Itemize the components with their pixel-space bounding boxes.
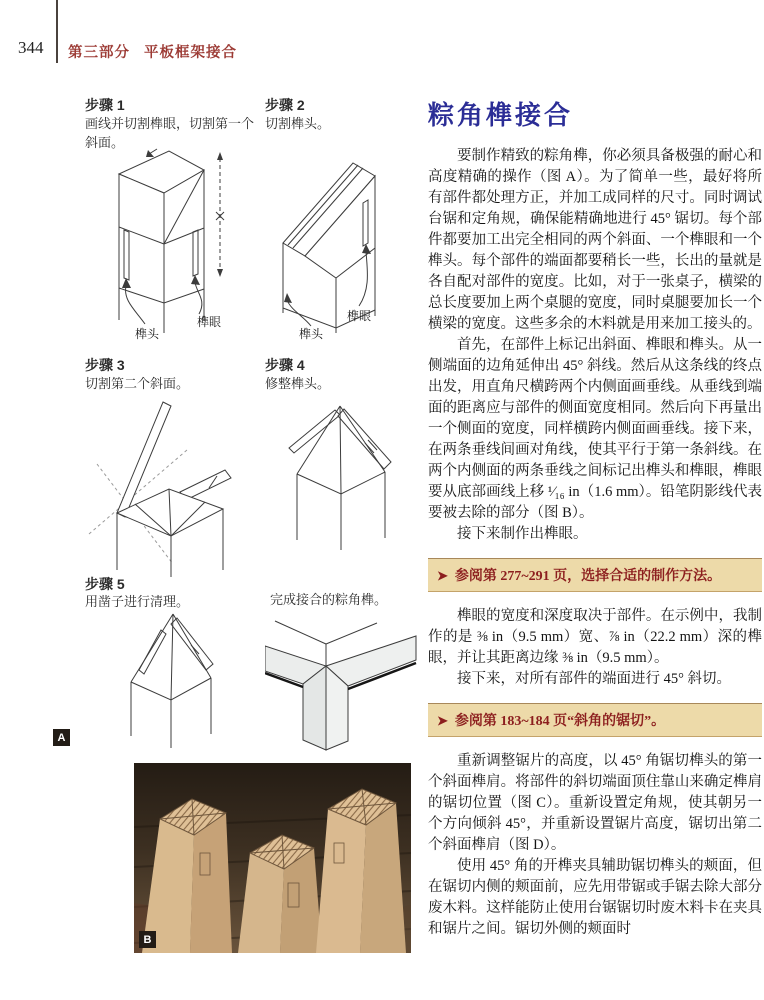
- paragraph: 首先，在部件上标记出斜面、榫眼和榫头。从一侧端面的边角延伸出 45° 斜线。然后从这条线的终点出发，用直角尺横跨两个内侧面画垂线。从垂线到端面的距离应与部件的侧面宽度相同。然后向下再量出一个侧面的宽度，同样横跨内侧面画垂线。接下来，在两条垂线间画对角线，使其平行于第一条斜线。在两个内侧面的两条垂线之间标记出榫头和榫眼，榫眼要从底部画线上移 ¹⁄₁₆ in（1.6 mm）。铅笔阴影线代表要被去除的部分（图 B）。: [428, 337, 762, 521]
- tenon-arrowhead: [122, 278, 131, 288]
- step2-tenon-label: 榫头: [299, 327, 324, 341]
- dim-arrow-top: [217, 152, 223, 160]
- step5-diagram: [85, 608, 245, 758]
- mortise-arrow: [195, 282, 202, 314]
- reference-text: 参阅第 183~184 页“斜角的锯切”。: [454, 714, 666, 729]
- step2-label: 步骤 2: [265, 97, 305, 113]
- mortise-arrowhead: [191, 275, 200, 285]
- finished-joint-diagram: [265, 600, 420, 770]
- step1-label: 步骤 1: [85, 97, 125, 113]
- paragraph: 接下来制作出榫眼。: [457, 526, 588, 542]
- article-column: [428, 95, 762, 940]
- reference-arrow-icon: ➤: [437, 713, 448, 728]
- step4-diagram: [265, 392, 415, 557]
- step3-diagram: [85, 392, 250, 577]
- article-title: 粽角榫接合: [428, 100, 574, 130]
- section-title: 平板框架接合: [144, 45, 237, 61]
- reference-box-2: [428, 703, 762, 737]
- dim-arrow-bottom: [217, 269, 223, 277]
- figure-b-photo: [134, 763, 411, 953]
- step1-caption: 画线并切割榫眼，切割第一个斜面。: [85, 116, 255, 150]
- step1-diagram: [93, 148, 243, 343]
- wood-post-middle: [238, 835, 322, 953]
- paragraph: 重新调整锯片的高度，以 45° 角锯切榫头的第一个斜面榫肩。将部件的斜切端面顶住靠山来确定榫肩的锯切位置（图 C）。重新设置定角规，使其朝另一个方向倾斜 45°，并重新设置锯片高度，锯切出第二个斜面榫肩（图 D）。: [428, 753, 762, 853]
- step1-tenon-label: 榫头: [135, 327, 160, 341]
- figure-a-badge: A: [53, 729, 70, 746]
- section-label: 第三部分: [68, 45, 130, 61]
- step2-mortise-label: 榫眼: [347, 309, 372, 323]
- tenon-arrowhead: [284, 293, 292, 303]
- step2-diagram: [263, 148, 415, 343]
- paragraph: 要制作精致的粽角榫，你必须具备极强的耐心和高度精确的操作（图 A）。为了简单一些，最好将所有部件都处理方正，并加工成同样的尺寸。同时调试台锯和定角规，确保能精确地进行 45° 锯切。每个部件都要加工出完全相同的两个斜面、一个榫眼和一个榫头。每个部件的端面都要稍长一些，长出的量就是各自配对部件的宽度。比如，对于一张桌子，横梁的总长度要加上两个桌腿的宽度，同时桌腿要加长一个横梁的宽度。这些多余的木料就是用来加工接头的。: [428, 148, 762, 332]
- step4-label: 步骤 4: [265, 357, 305, 373]
- wood-post-right: [316, 789, 406, 953]
- wood-posts-photo: [134, 763, 411, 953]
- running-header: [68, 41, 237, 62]
- step1-mortise-label: 榫眼: [197, 315, 222, 329]
- tenon-arrow: [287, 300, 311, 326]
- page-number: 344: [18, 38, 44, 57]
- header-divider: [56, 0, 58, 63]
- reference-arrow-icon: ➤: [437, 568, 448, 583]
- paragraph: 榫眼的宽度和深度取决于部件。在示例中，我制作的是 ⅜ in（9.5 mm）宽、⅞ in（22.2 mm）深的榫眼，并让其距离边缘 ⅜ in（9.5 mm）。: [428, 608, 762, 666]
- step5-label: 步骤 5: [85, 576, 125, 592]
- step4-caption: 修整榫头。: [265, 376, 331, 391]
- paragraph: 接下来，对所有部件的端面进行 45° 斜切。: [457, 671, 732, 687]
- step5-caption: 用凿子进行清理。: [85, 594, 190, 609]
- tenon-arrow: [126, 286, 145, 324]
- step3-caption: 切割第二个斜面。: [85, 376, 190, 391]
- reference-box-1: [428, 558, 762, 592]
- paragraph: 使用 45° 角的开榫夹具辅助锯切榫头的颊面，但在锯切内侧的颊面前，应先用带锯或手锯去除大部分废木料。这样能防止使用台锯锯切时废木料卡在夹具和锯片之间。锯切外侧的颊面时: [428, 858, 762, 937]
- reference-text: 参阅第 277~291 页，选择合适的制作方法。: [454, 569, 722, 584]
- step2-caption: 切割榫头。: [265, 116, 331, 131]
- finished-joint-caption: 完成接合的粽角榫。: [270, 592, 388, 607]
- step3-label: 步骤 3: [85, 357, 125, 373]
- figure-b-badge: B: [139, 931, 156, 948]
